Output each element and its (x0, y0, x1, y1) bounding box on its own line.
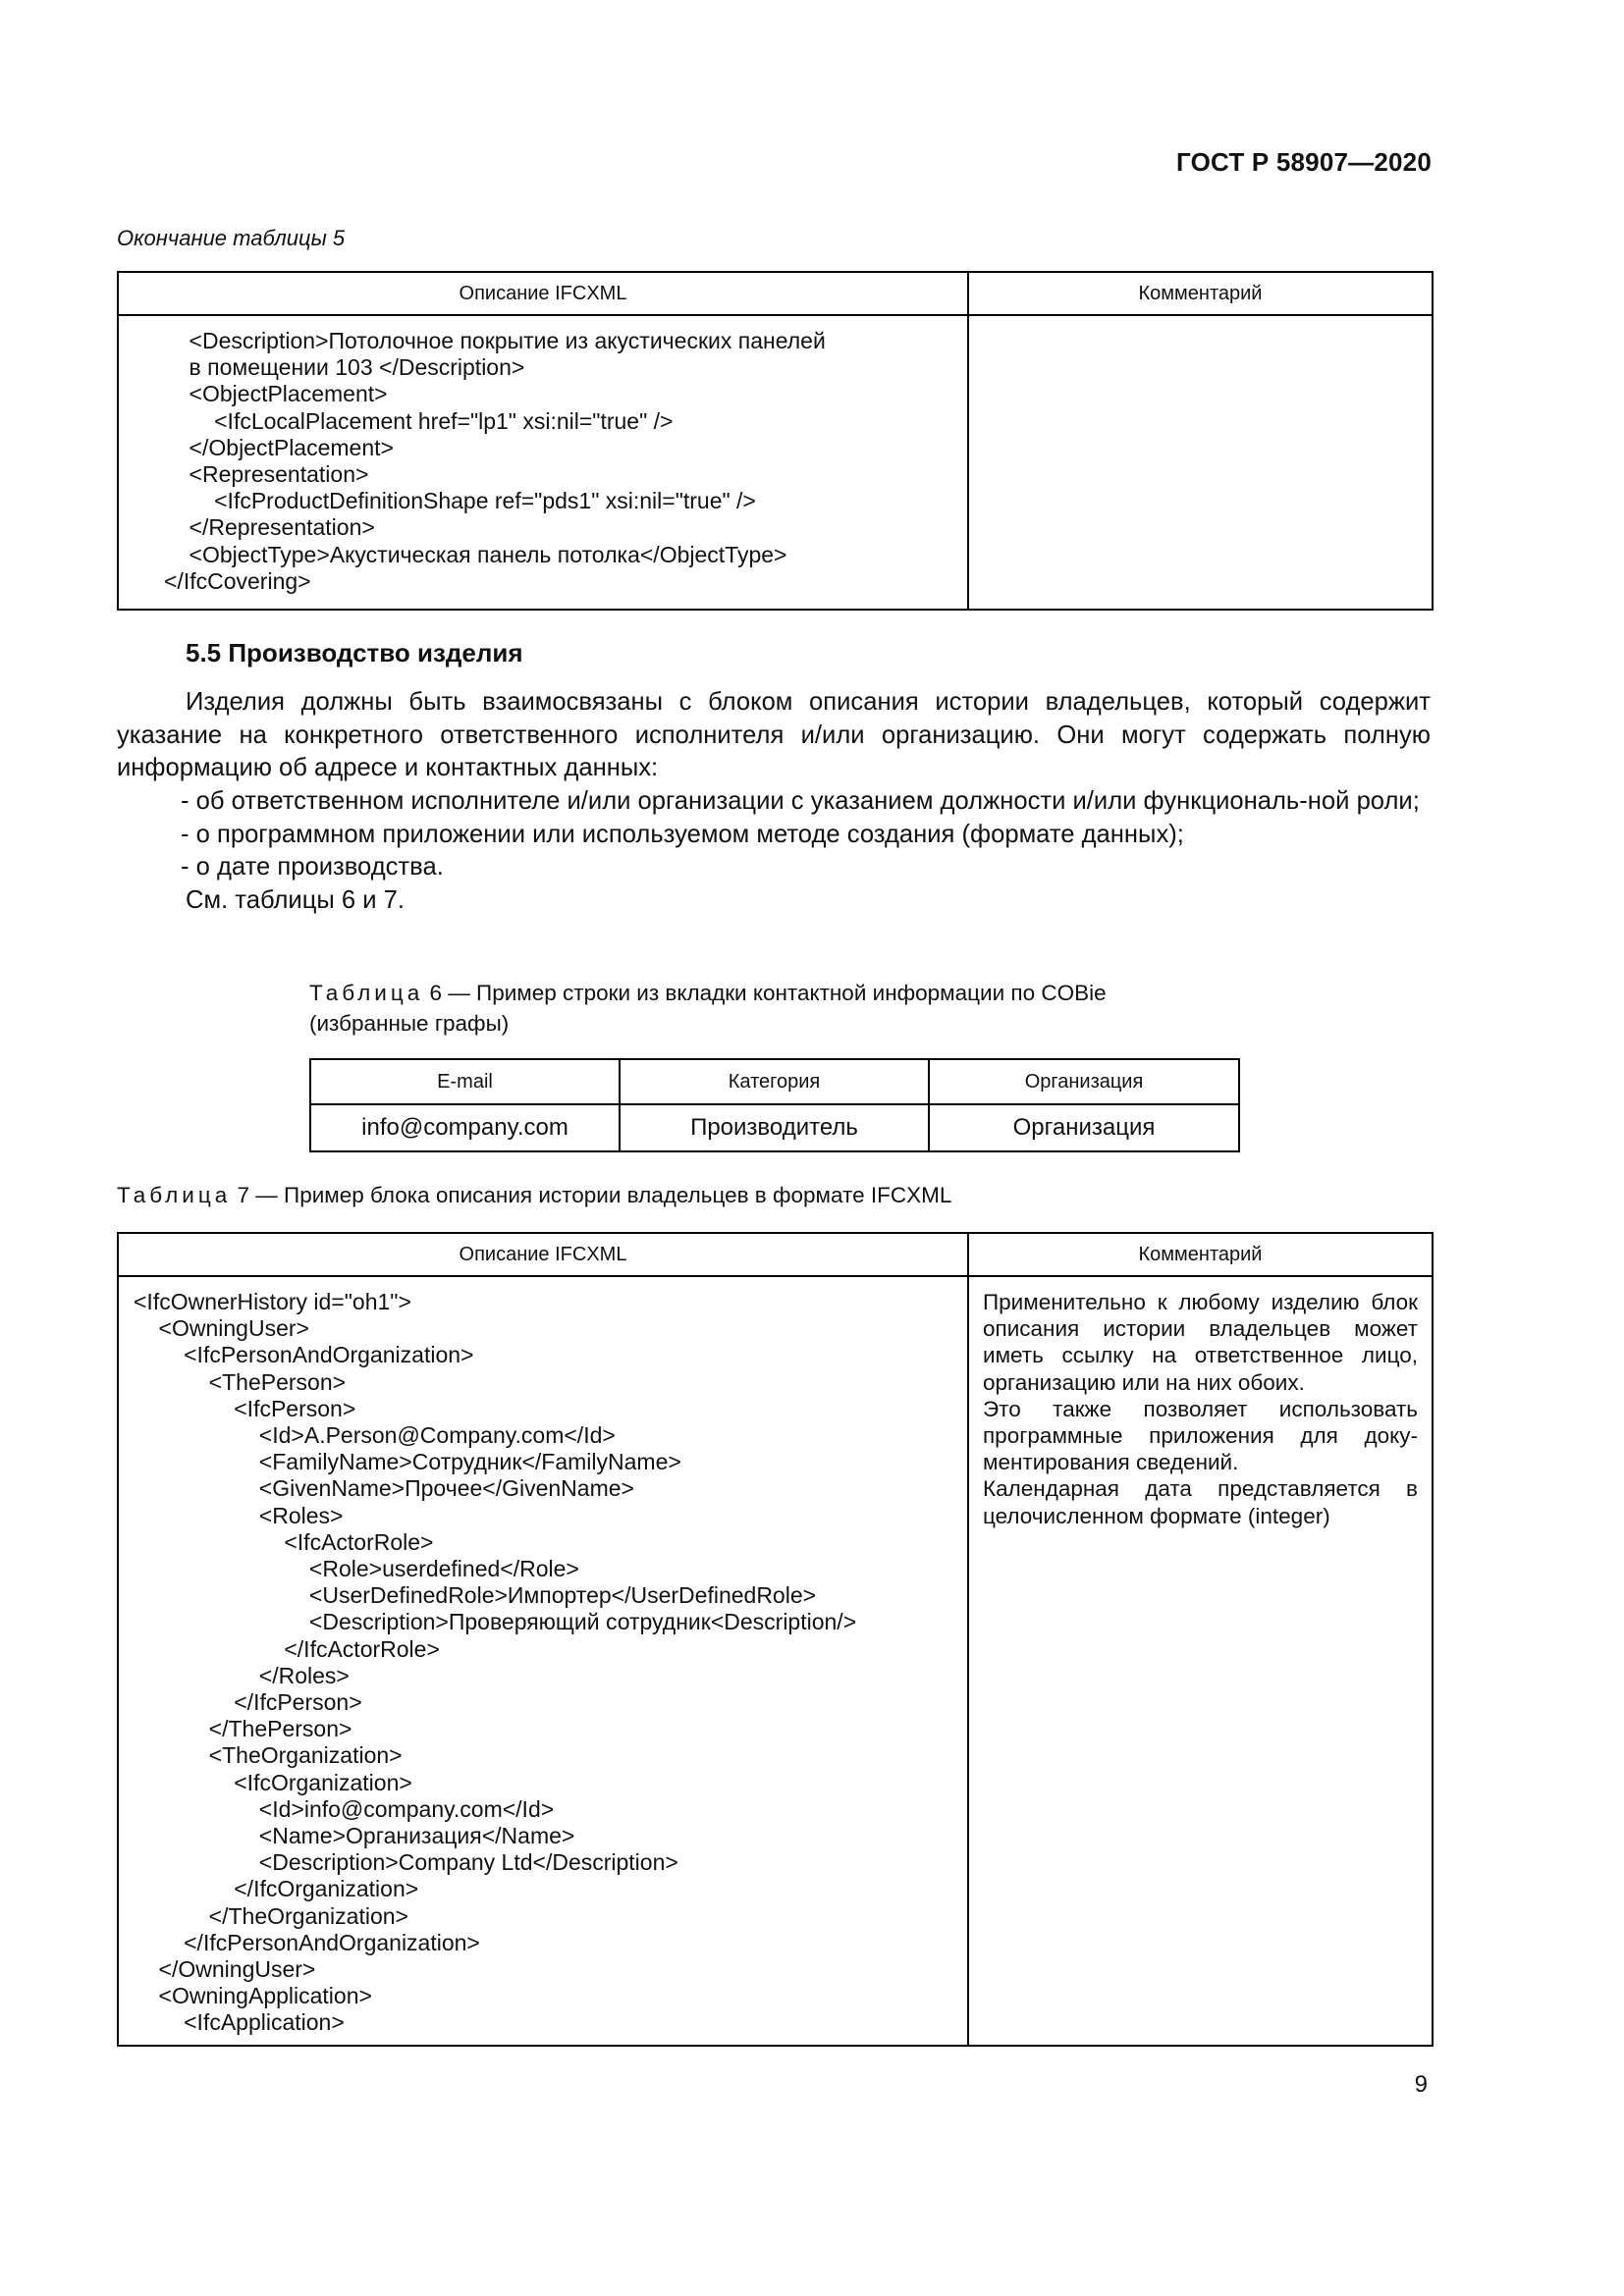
table5-code (119, 316, 967, 595)
table7-comment-p2: Это также позволяет использовать программные приложения для доку-ментирования сведений. (983, 1396, 1418, 1475)
code-line: <FamilyName>Сотрудник</FamilyName> (134, 1449, 681, 1475)
table6-caption (309, 978, 1107, 1039)
bullet-3: - о дате производства. (181, 853, 444, 881)
code-line: </IfcActorRole> (134, 1635, 440, 1662)
code-line: </OwningUser> (134, 1956, 316, 1983)
table7-comment (969, 1277, 1432, 1529)
code-line: </Roles> (134, 1662, 350, 1688)
code-line: <UserDefinedRole>Импортер</UserDefinedRole> (134, 1582, 817, 1609)
code-line: <IfcPersonAndOrganization> (134, 1342, 474, 1368)
code-line: <Id>A.Person@Company.com</Id> (134, 1422, 616, 1449)
code-line: </IfcCovering> (164, 567, 311, 594)
section-intro: Изделия должны быть взаимосвязаны с блоком описания истории владельцев, который содержит указание на конкретного ответственного исполнителя и/или организацию. Они могут содержать полную информацию об адресе и контактных данных: (117, 688, 1431, 781)
table5-end (117, 271, 1434, 611)
code-line: </ObjectPlacement> (164, 434, 394, 460)
code-line: <IfcLocalPlacement href="lp1" xsi:nil="true" /> (164, 407, 674, 434)
table5-header-comment: Комментарий (968, 272, 1433, 315)
code-line: <ThePerson> (134, 1368, 347, 1395)
code-line: <ObjectPlacement> (164, 381, 388, 407)
table6-cell-category: Производитель (620, 1104, 929, 1151)
code-line: <Name>Организация</Name> (134, 1823, 575, 1849)
section-title: 5.5 Производство изделия (186, 638, 523, 667)
table7-code (119, 1277, 967, 2037)
table7-caption-text: 7 — Пример блока описания истории владельцев в формате IFCXML (237, 1183, 952, 1207)
code-line: </IfcOrganization> (134, 1876, 419, 1902)
see-tables: См. таблицы 6 и 7. (186, 885, 405, 914)
code-line: <IfcProductDefinitionShape ref="pds1" xsi:nil="true" /> (164, 488, 756, 514)
code-line: в помещении 103 </Description> (164, 354, 525, 381)
code-line: <GivenName>Прочее</GivenName> (134, 1475, 634, 1502)
table5-header-ifcxml: Описание IFCXML (118, 272, 968, 315)
table6-header-organization: Организация (929, 1059, 1239, 1104)
code-line: <IfcOrganization> (134, 1769, 412, 1795)
table7-header-comment: Комментарий (968, 1233, 1433, 1276)
table6-cell-organization: Организация (929, 1104, 1239, 1151)
code-line: <IfcApplication> (134, 2009, 345, 2036)
code-line: </IfcPerson> (134, 1689, 362, 1716)
table6-caption-text: 6 — Пример строки из вкладки контактной информации по COBie (429, 981, 1107, 1005)
table6-caption-line2: (избранные графы) (309, 1011, 510, 1036)
code-line: <IfcPerson> (134, 1395, 356, 1421)
code-line: <IfcActorRole> (134, 1528, 434, 1555)
table7-label: Таблица (117, 1183, 232, 1207)
table6-label: Таблица (309, 981, 424, 1005)
code-line: <Id>info@company.com</Id> (134, 1795, 555, 1822)
code-line: <OwningUser> (134, 1315, 309, 1342)
table6 (309, 1058, 1240, 1152)
table7-code-cell (118, 1276, 968, 2046)
code-line: <Description>Company Ltd</Description> (134, 1849, 678, 1876)
table5-comment-cell (968, 315, 1433, 610)
section-body (117, 686, 1431, 785)
doc-code: ГОСТ Р 58907—2020 (1176, 147, 1432, 177)
table6-header-email: E-mail (310, 1059, 620, 1104)
table5-continuation-caption: Окончание таблицы 5 (117, 226, 346, 250)
code-line: <Roles> (134, 1502, 344, 1528)
code-line: <Description>Проверяющий сотрудник<Description/> (134, 1609, 857, 1635)
code-line: <TheOrganization> (134, 1742, 403, 1769)
table7-comment-p1: Применительно к любому изделию блок описания истории владельцев может иметь ссылку на ответственное лицо, организацию или на них обоих. (983, 1290, 1418, 1395)
table6-cell-email: info@company.com (310, 1104, 620, 1151)
table7-comment-p3: Календарная дата представляется в целочисленном формате (integer) (983, 1476, 1418, 1528)
code-line: <OwningApplication> (134, 1983, 372, 2009)
code-line: <ObjectType>Акустическая панель потолка</ObjectType> (164, 541, 787, 567)
code-line: <IfcOwnerHistory id="oh1"> (134, 1289, 411, 1314)
code-line: <Representation> (164, 461, 369, 488)
bullet-1: - об ответственном исполнителе и/или организации с указанием должности и/или функциональ-ной роли; (181, 787, 1420, 815)
code-line: <Description>Потолочное покрытие из акустических панелей (164, 328, 826, 353)
code-line: </TheOrganization> (134, 1902, 408, 1929)
code-line: </ThePerson> (134, 1716, 352, 1742)
code-line: <Role>userdefined</Role> (134, 1556, 579, 1582)
code-line: </IfcPersonAndOrganization> (134, 1929, 480, 1955)
table6-header-category: Категория (620, 1059, 929, 1104)
table7-comment-cell (968, 1276, 1433, 2046)
section-bullets (117, 785, 1431, 917)
code-line: </Representation> (164, 514, 375, 541)
page-number: 9 (1414, 2071, 1428, 2098)
bullet-2: - о программном приложении или используемом методе создания (формате данных); (181, 820, 1184, 848)
table7-caption (117, 1180, 951, 1210)
table7 (117, 1232, 1434, 2047)
table7-header-ifcxml: Описание IFCXML (118, 1233, 968, 1276)
table5-code-cell (118, 315, 968, 610)
